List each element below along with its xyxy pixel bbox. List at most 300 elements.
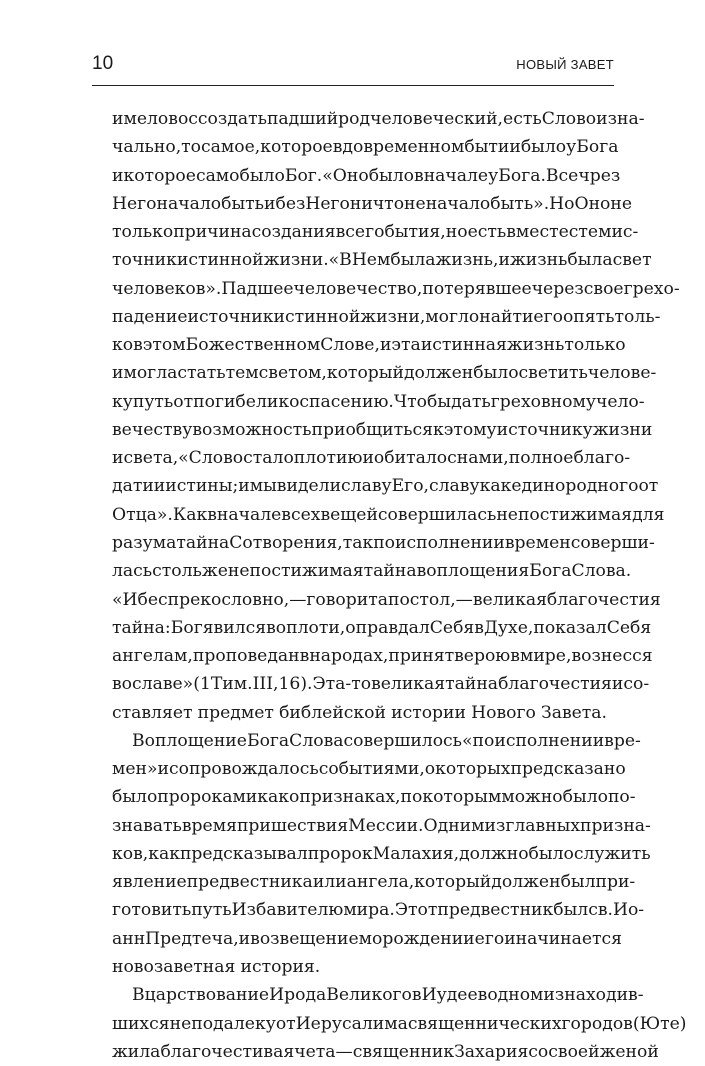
word: оправдал bbox=[345, 617, 430, 638]
text-line bbox=[112, 1010, 687, 1038]
word: Духе, bbox=[483, 617, 534, 638]
word: священник bbox=[352, 1041, 455, 1062]
word: только bbox=[112, 222, 174, 243]
word: Отца». bbox=[112, 504, 173, 525]
word: Бога bbox=[529, 561, 572, 582]
word: или bbox=[312, 872, 347, 893]
word: быть». bbox=[490, 193, 550, 214]
word: полное bbox=[508, 448, 574, 469]
word: было bbox=[562, 787, 608, 808]
word: апостол, bbox=[377, 589, 456, 610]
word: непостижимая bbox=[227, 561, 364, 582]
word: жизни, bbox=[360, 306, 426, 327]
word: стать bbox=[177, 363, 226, 384]
word: света, bbox=[123, 448, 179, 469]
word: единородного bbox=[511, 476, 639, 497]
word: жила bbox=[112, 1041, 161, 1062]
word: которых bbox=[435, 759, 511, 780]
word: «по bbox=[462, 730, 495, 751]
word: Великого bbox=[326, 985, 412, 1006]
word: великая bbox=[472, 589, 547, 610]
page-header bbox=[92, 52, 614, 86]
word: как bbox=[479, 476, 512, 497]
word: Слово bbox=[541, 109, 597, 129]
word: новозаветная bbox=[112, 956, 236, 977]
word: готовить bbox=[112, 900, 192, 921]
text-body bbox=[112, 105, 687, 1066]
word: вечеству bbox=[112, 419, 193, 440]
word: который bbox=[414, 872, 492, 893]
word: тем bbox=[225, 363, 259, 384]
word: Бога. bbox=[498, 165, 546, 186]
text-line bbox=[112, 755, 626, 783]
word: Бог. bbox=[284, 165, 323, 186]
word: «Слово bbox=[178, 448, 244, 469]
word: возвещением bbox=[250, 928, 372, 949]
word: «В bbox=[328, 250, 352, 271]
word: предвестника bbox=[186, 872, 313, 893]
word: Себя bbox=[429, 617, 475, 638]
word: Себя bbox=[606, 617, 652, 638]
word: призна- bbox=[580, 815, 651, 836]
word: «И bbox=[112, 589, 138, 610]
word: Оно bbox=[574, 193, 611, 214]
word: которое bbox=[260, 137, 333, 158]
word: ангелам, bbox=[112, 646, 193, 667]
word: Божественном bbox=[185, 335, 321, 356]
word: о bbox=[372, 928, 383, 949]
word: народах, bbox=[309, 646, 389, 667]
word: воссоздать bbox=[168, 109, 267, 129]
text-line bbox=[112, 670, 650, 698]
word: воплощения bbox=[416, 561, 530, 582]
word: тайна bbox=[176, 532, 230, 553]
text-line bbox=[112, 557, 632, 585]
word: ко bbox=[112, 335, 134, 356]
word: челове- bbox=[587, 363, 657, 384]
text-line bbox=[112, 303, 661, 331]
word: светом, bbox=[258, 363, 327, 384]
word: мы bbox=[249, 476, 277, 497]
word: от bbox=[173, 391, 194, 412]
word: ку bbox=[112, 391, 133, 412]
word: его bbox=[533, 306, 563, 327]
text-line bbox=[112, 162, 621, 190]
word: ко bbox=[278, 391, 300, 412]
word: явился bbox=[202, 617, 267, 638]
word: без bbox=[275, 193, 306, 214]
word: главных bbox=[505, 815, 581, 836]
word: чело- bbox=[595, 391, 645, 412]
word: принят bbox=[388, 646, 455, 667]
word: имело bbox=[112, 109, 169, 129]
word: по- bbox=[607, 787, 636, 808]
word: грехо- bbox=[623, 278, 680, 299]
text-line bbox=[112, 783, 636, 811]
word: спасению. bbox=[299, 391, 394, 412]
word: исполнении bbox=[494, 730, 605, 751]
word: было bbox=[112, 787, 158, 808]
word: было bbox=[368, 165, 414, 186]
word: плоти, bbox=[286, 617, 346, 638]
word: Нем bbox=[351, 250, 391, 271]
word: источник bbox=[187, 306, 274, 327]
word: столь bbox=[152, 561, 202, 582]
text-line bbox=[112, 246, 652, 274]
word: в bbox=[207, 504, 217, 525]
word: Захария bbox=[454, 1041, 529, 1062]
word: история. bbox=[240, 956, 321, 977]
word: соверши- bbox=[570, 532, 655, 553]
word: от bbox=[275, 1013, 296, 1034]
word: источнику bbox=[496, 419, 593, 440]
text-line bbox=[112, 472, 659, 500]
word: исполнении bbox=[395, 532, 505, 553]
word: пророк bbox=[307, 843, 373, 864]
word: падший bbox=[266, 109, 339, 129]
word: и bbox=[498, 250, 510, 271]
text-line bbox=[112, 614, 652, 642]
word: ничто bbox=[349, 193, 405, 214]
word: Слова. bbox=[571, 561, 632, 582]
word: к bbox=[432, 419, 444, 440]
word: во bbox=[266, 617, 287, 638]
word: пришествия bbox=[236, 815, 349, 836]
word: начале bbox=[216, 504, 282, 525]
word: который bbox=[326, 363, 404, 384]
word: как bbox=[257, 787, 290, 808]
word: во bbox=[112, 674, 133, 695]
word: одном bbox=[487, 985, 544, 1006]
word: предмет bbox=[197, 702, 274, 723]
word: и bbox=[379, 335, 392, 356]
word: ис- bbox=[611, 222, 639, 243]
word: и bbox=[153, 476, 166, 497]
word: городов bbox=[561, 1013, 633, 1034]
word: было bbox=[239, 165, 285, 186]
word: лась bbox=[112, 561, 153, 582]
word: путь bbox=[191, 900, 232, 921]
word: Его, bbox=[391, 476, 430, 497]
word: и bbox=[611, 674, 624, 695]
word: всего bbox=[335, 222, 385, 243]
word: (1 bbox=[193, 674, 211, 695]
word: Предтеча, bbox=[145, 928, 239, 949]
word: в bbox=[411, 985, 422, 1006]
word: в bbox=[299, 646, 310, 667]
word: жизни bbox=[592, 419, 653, 440]
word: только bbox=[564, 335, 626, 356]
word: со- bbox=[623, 674, 650, 695]
word: могла bbox=[123, 363, 178, 384]
word: в bbox=[510, 646, 520, 667]
word: жизнь, bbox=[435, 250, 499, 271]
word: вещей bbox=[320, 504, 378, 525]
word: проповедан bbox=[192, 646, 300, 667]
word: греховному bbox=[490, 391, 596, 412]
word: могло bbox=[425, 306, 480, 327]
word: — bbox=[289, 589, 307, 610]
word: славе» bbox=[132, 674, 194, 695]
word: Воплощение bbox=[132, 730, 247, 751]
word: вре- bbox=[604, 730, 641, 751]
word: Иерусалима bbox=[295, 1013, 408, 1034]
word: и bbox=[238, 928, 251, 949]
word: находив- bbox=[564, 985, 644, 1006]
word: Этот bbox=[394, 900, 438, 921]
word: начале bbox=[423, 165, 489, 186]
word: и bbox=[264, 193, 276, 214]
word: путь bbox=[132, 391, 174, 412]
word: 16). bbox=[278, 674, 313, 695]
header-rule bbox=[92, 85, 614, 86]
word: Избавителю bbox=[231, 900, 344, 921]
word: Все bbox=[545, 165, 579, 186]
word: всех bbox=[281, 504, 321, 525]
word: знавать bbox=[112, 815, 182, 836]
word: Завета. bbox=[541, 702, 608, 723]
word: было bbox=[528, 843, 574, 864]
word: Ирода bbox=[269, 985, 327, 1006]
word: точник bbox=[112, 250, 177, 271]
word: мира. bbox=[343, 900, 395, 921]
word: вознесся bbox=[571, 646, 653, 667]
text-line bbox=[112, 388, 645, 416]
word: тайна bbox=[363, 561, 417, 582]
word: благо- bbox=[573, 448, 631, 469]
word: по bbox=[400, 787, 423, 808]
word: Нового bbox=[471, 702, 536, 723]
word: и bbox=[362, 448, 374, 469]
word: совершилась bbox=[377, 504, 497, 525]
word: — bbox=[455, 589, 473, 610]
word: было bbox=[520, 137, 567, 158]
word: сопровождалось bbox=[168, 759, 319, 780]
word: которое bbox=[123, 165, 196, 186]
word: толь- bbox=[614, 306, 661, 327]
text-line bbox=[112, 896, 645, 924]
word: дать bbox=[451, 391, 491, 412]
word: Как bbox=[172, 504, 208, 525]
word: чета bbox=[294, 1041, 336, 1062]
word: должно bbox=[459, 843, 529, 864]
word: истинная bbox=[420, 335, 507, 356]
word: вместе bbox=[506, 222, 569, 243]
word: — bbox=[335, 1041, 353, 1062]
word: Мессии. bbox=[348, 815, 424, 836]
word: свет bbox=[612, 250, 652, 271]
word: благочестия bbox=[546, 589, 661, 610]
word: была bbox=[390, 250, 436, 271]
word: с bbox=[568, 222, 579, 243]
word: должен bbox=[491, 872, 561, 893]
text-line bbox=[112, 416, 653, 444]
word: можно bbox=[501, 787, 563, 808]
word: Него bbox=[305, 193, 350, 214]
word: у bbox=[488, 165, 499, 186]
word: великая bbox=[371, 674, 446, 695]
text-line bbox=[112, 642, 653, 670]
word: своей bbox=[548, 1041, 600, 1062]
word: славу bbox=[429, 476, 480, 497]
word: по bbox=[373, 532, 396, 553]
word: его bbox=[474, 928, 505, 949]
word: начало bbox=[425, 193, 491, 214]
word: человечество, bbox=[293, 278, 423, 299]
text-line bbox=[112, 359, 657, 387]
word: быть bbox=[221, 193, 265, 214]
word: времен bbox=[504, 532, 571, 553]
word: свое bbox=[583, 278, 624, 299]
word: изна- bbox=[596, 109, 645, 129]
word: в bbox=[474, 617, 484, 638]
word: шихся bbox=[112, 1013, 170, 1034]
word: при- bbox=[595, 872, 636, 893]
word: славу bbox=[341, 476, 392, 497]
word: которым bbox=[422, 787, 502, 808]
word: Тим. bbox=[210, 674, 253, 695]
word: Падшее bbox=[221, 278, 294, 299]
word: жизнь bbox=[509, 250, 568, 271]
word: создания bbox=[251, 222, 336, 243]
word: совершилось bbox=[343, 730, 463, 751]
word: начинается bbox=[515, 928, 623, 949]
text-line bbox=[112, 727, 641, 755]
word: найти bbox=[479, 306, 534, 327]
word: говорит bbox=[306, 589, 378, 610]
word: не bbox=[610, 193, 633, 214]
word: неподалеку bbox=[169, 1013, 276, 1034]
word: в bbox=[414, 165, 424, 186]
word: самое, bbox=[201, 137, 261, 158]
text-line bbox=[112, 953, 614, 981]
word: есть bbox=[503, 109, 542, 129]
word: бытия, bbox=[384, 222, 446, 243]
word: с bbox=[447, 448, 457, 469]
word: Бог bbox=[170, 617, 203, 638]
word: погибели bbox=[193, 391, 279, 412]
word: жизни. bbox=[263, 250, 329, 271]
word: у bbox=[566, 137, 577, 158]
word: нами, bbox=[456, 448, 509, 469]
word: предсказывал bbox=[179, 843, 308, 864]
text-line bbox=[112, 501, 665, 529]
word: так bbox=[342, 532, 374, 553]
word: род bbox=[338, 109, 371, 129]
word: истинной bbox=[176, 250, 264, 271]
word: и bbox=[112, 448, 124, 469]
word: человеческий, bbox=[370, 109, 504, 129]
word: предсказано bbox=[510, 759, 626, 780]
word: тайна: bbox=[112, 617, 171, 638]
word: от bbox=[638, 476, 659, 497]
word: предвестник bbox=[437, 900, 554, 921]
text-line bbox=[112, 840, 651, 868]
word: этом bbox=[142, 335, 186, 356]
text-line bbox=[112, 529, 655, 557]
word: был bbox=[560, 872, 596, 893]
word: Слове, bbox=[320, 335, 380, 356]
word: Чтобы bbox=[393, 391, 452, 412]
word: дати bbox=[112, 476, 154, 497]
word: осветить bbox=[508, 363, 588, 384]
word: потерявшее bbox=[422, 278, 532, 299]
word: же bbox=[201, 561, 228, 582]
text-line bbox=[112, 444, 631, 472]
word: Него bbox=[112, 193, 157, 214]
word: В bbox=[132, 985, 145, 1006]
word: есть bbox=[467, 222, 507, 243]
word: из bbox=[543, 985, 565, 1006]
word: женой bbox=[599, 1041, 659, 1062]
word: из bbox=[484, 815, 506, 836]
word: был bbox=[553, 900, 589, 921]
word: Ио- bbox=[612, 900, 645, 921]
word: чрез bbox=[578, 165, 621, 186]
word: и bbox=[112, 165, 124, 186]
word: начало bbox=[156, 193, 222, 214]
word: Эта-то bbox=[312, 674, 372, 695]
word: в bbox=[332, 137, 343, 158]
text-line bbox=[112, 105, 645, 133]
word: непостижимая bbox=[496, 504, 633, 525]
word: ставляет bbox=[112, 702, 193, 723]
text-line bbox=[112, 1038, 659, 1066]
word: Бога bbox=[246, 730, 290, 751]
text-line bbox=[112, 218, 639, 246]
word: пророками bbox=[157, 787, 258, 808]
text-line bbox=[112, 981, 644, 1009]
word: падение bbox=[112, 306, 188, 327]
running-head: НОВЫЙ ЗАВЕТ bbox=[516, 57, 614, 72]
word: человеков». bbox=[112, 278, 222, 299]
word: беспрекословно, bbox=[137, 589, 290, 610]
text-line bbox=[112, 133, 619, 161]
word: событиями, bbox=[318, 759, 425, 780]
text-line bbox=[112, 699, 614, 727]
word: и bbox=[504, 928, 516, 949]
word: эта bbox=[391, 335, 421, 356]
word: мен» bbox=[112, 759, 158, 780]
word: тайна bbox=[445, 674, 499, 695]
word: Одним bbox=[423, 815, 485, 836]
word: со bbox=[528, 1041, 549, 1062]
word: бытии bbox=[464, 137, 521, 158]
word: жизнь bbox=[506, 335, 565, 356]
word: Иудее bbox=[421, 985, 478, 1006]
word: истинной bbox=[273, 306, 361, 327]
word: чально, bbox=[112, 137, 182, 158]
word: (Юте) bbox=[632, 1013, 687, 1034]
word: время bbox=[181, 815, 237, 836]
word: причина bbox=[173, 222, 252, 243]
word: опять bbox=[562, 306, 615, 327]
word: библейской bbox=[279, 702, 386, 723]
word: Бога bbox=[576, 137, 619, 158]
word: ангела, bbox=[346, 872, 415, 893]
word: служить bbox=[573, 843, 651, 864]
word: мире, bbox=[519, 646, 572, 667]
word: но bbox=[445, 222, 468, 243]
word: был bbox=[473, 363, 509, 384]
text-line bbox=[112, 331, 626, 359]
word: разума bbox=[112, 532, 177, 553]
word: показал bbox=[533, 617, 607, 638]
word: и bbox=[112, 363, 124, 384]
word: рождении bbox=[382, 928, 475, 949]
word: Но bbox=[549, 193, 575, 214]
word: и bbox=[157, 759, 169, 780]
